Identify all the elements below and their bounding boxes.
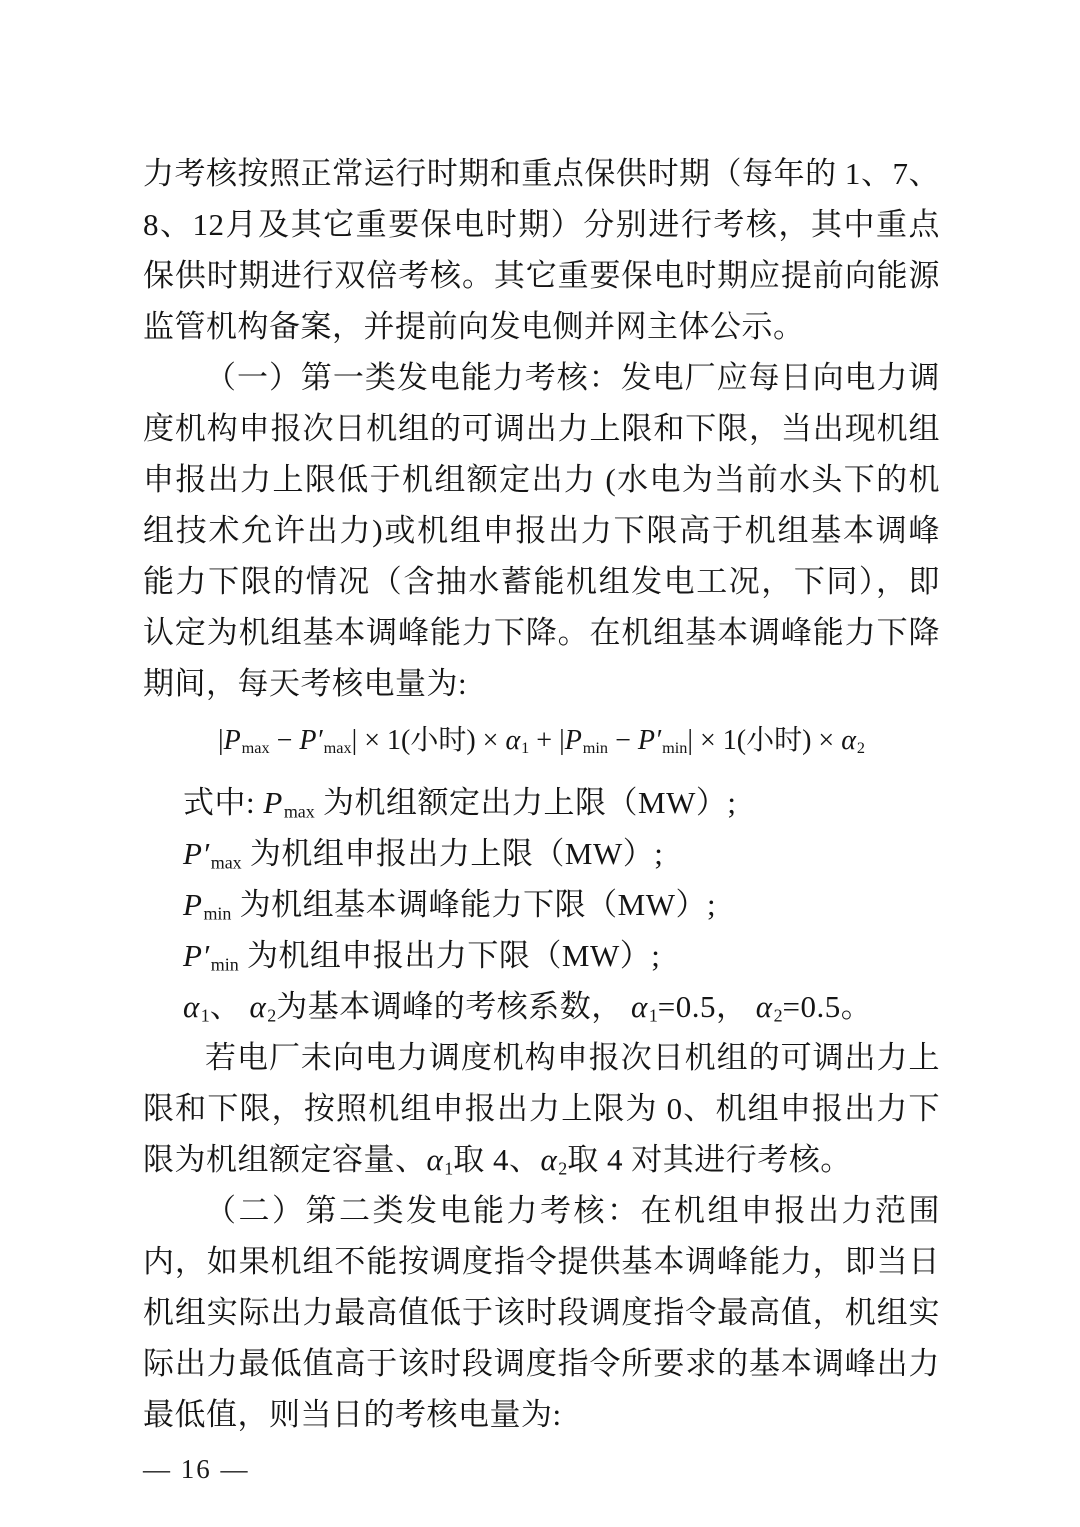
math-variable: α xyxy=(755,989,773,1024)
text-segment: + | xyxy=(529,725,565,756)
math-variable: α xyxy=(505,725,521,756)
math-variable: P′ xyxy=(183,836,210,871)
math-variable: α xyxy=(426,1142,444,1177)
math-variable: P′ xyxy=(637,725,662,756)
math-variable: P xyxy=(223,725,241,756)
math-variable: α xyxy=(631,989,648,1024)
math-variable: P xyxy=(564,725,582,756)
math-subscript: max xyxy=(283,801,315,822)
text-segment: 为机组额定出力上限（MW）; xyxy=(314,785,737,820)
math-subscript: max xyxy=(210,852,242,873)
text-segment: 、 xyxy=(209,989,250,1024)
math-subscript: 1 xyxy=(200,1005,210,1026)
math-variable: P′ xyxy=(183,938,210,973)
formula-variable-definitions xyxy=(143,777,940,1032)
assessment-energy-formula xyxy=(143,719,940,763)
math-subscript: 1 xyxy=(648,1005,658,1026)
text-segment: − xyxy=(608,725,638,756)
text-segment: | × 1(小时) × xyxy=(351,725,506,756)
var-def-pmax-prime xyxy=(183,828,940,879)
math-variable: P xyxy=(183,887,203,922)
text-segment: =0.5， xyxy=(657,989,756,1024)
body-paragraph-no-declaration-penalty xyxy=(143,1032,940,1185)
text-segment: 式中: xyxy=(183,785,264,820)
math-variable: α xyxy=(183,989,200,1024)
text-segment: 为机组申报出力下限（MW）; xyxy=(238,938,661,973)
var-def-pmin xyxy=(183,879,940,930)
text-segment: 取 4 对其进行考核。 xyxy=(567,1142,852,1177)
math-subscript: 2 xyxy=(267,1005,277,1026)
math-subscript: min xyxy=(662,739,688,758)
text-segment: 为机组申报出力上限（MW）; xyxy=(241,836,664,871)
text-segment: 为基本调峰的考核系数， xyxy=(276,989,632,1024)
text-segment: | xyxy=(217,725,224,756)
var-def-pmax xyxy=(183,777,940,828)
page-number: — 16 — xyxy=(143,1454,250,1484)
math-variable: P xyxy=(263,785,283,820)
math-subscript: min xyxy=(210,954,239,975)
math-subscript: max xyxy=(323,739,352,758)
text-segment: | × 1(小时) × xyxy=(687,725,842,756)
math-subscript: 1 xyxy=(444,1158,454,1179)
math-variable: α xyxy=(841,725,856,756)
text-segment: 为机组基本调峰能力下限（MW）; xyxy=(231,887,717,922)
math-subscript: 1 xyxy=(521,739,530,758)
math-variable: α xyxy=(540,1142,558,1177)
math-subscript: min xyxy=(203,903,232,924)
math-subscript: min xyxy=(582,739,609,758)
body-paragraph-continuation: 力考核按照正常运行时期和重点保供时期（每年的 1、7、8、12月及其它重要保电时期）分别进行考核，其中重点保供时期进行双倍考核。其它重要保电时期应提前向能源监管机构备案，并提前向发电侧并网主体公示。 xyxy=(143,156,940,344)
math-variable: P′ xyxy=(299,725,323,756)
text-segment: − xyxy=(269,725,300,756)
math-subscript: 2 xyxy=(558,1158,568,1179)
var-def-pmin-prime xyxy=(183,930,940,981)
math-subscript: max xyxy=(241,739,270,758)
math-variable: α xyxy=(249,989,267,1024)
math-subscript: 2 xyxy=(773,1005,783,1026)
text-segment: 取 4、 xyxy=(453,1142,541,1177)
math-subscript: 2 xyxy=(856,739,866,758)
text-segment: =0.5。 xyxy=(782,989,873,1024)
body-paragraph-section-2: （二）第二类发电能力考核：在机组申报出力范围内，如果机组不能按调度指令提供基本调峰能力，即当日机组实际出力最高值低于该时段调度指令最高值，机组实际出力最低值高于该时段调度指令所要求的基本调峰出力最低值，则当日的考核电量为: xyxy=(143,1193,940,1432)
text-segment: 若电厂未向电力调度机构申报次日机组的可调出力上限和下限，按照机组申报出力上限为 0、机组申报出力下限为机组额定容量、 xyxy=(143,1040,940,1177)
body-paragraph-section-1: （一）第一类发电能力考核：发电厂应每日向电力调度机构申报次日机组的可调出力上限和下限，当出现机组申报出力上限低于机组额定出力 (水电为当前水头下的机组技术允许出力)或机组申报出力下限高于机组基本调峰能力下限的情况（含抽水蓄能机组发电工况，下同），即认定为机组基本调峰能力下降。在机组基本调峰能力下降期间，每天考核电量为: xyxy=(143,360,940,701)
var-def-alpha-coefficients xyxy=(183,981,940,1032)
